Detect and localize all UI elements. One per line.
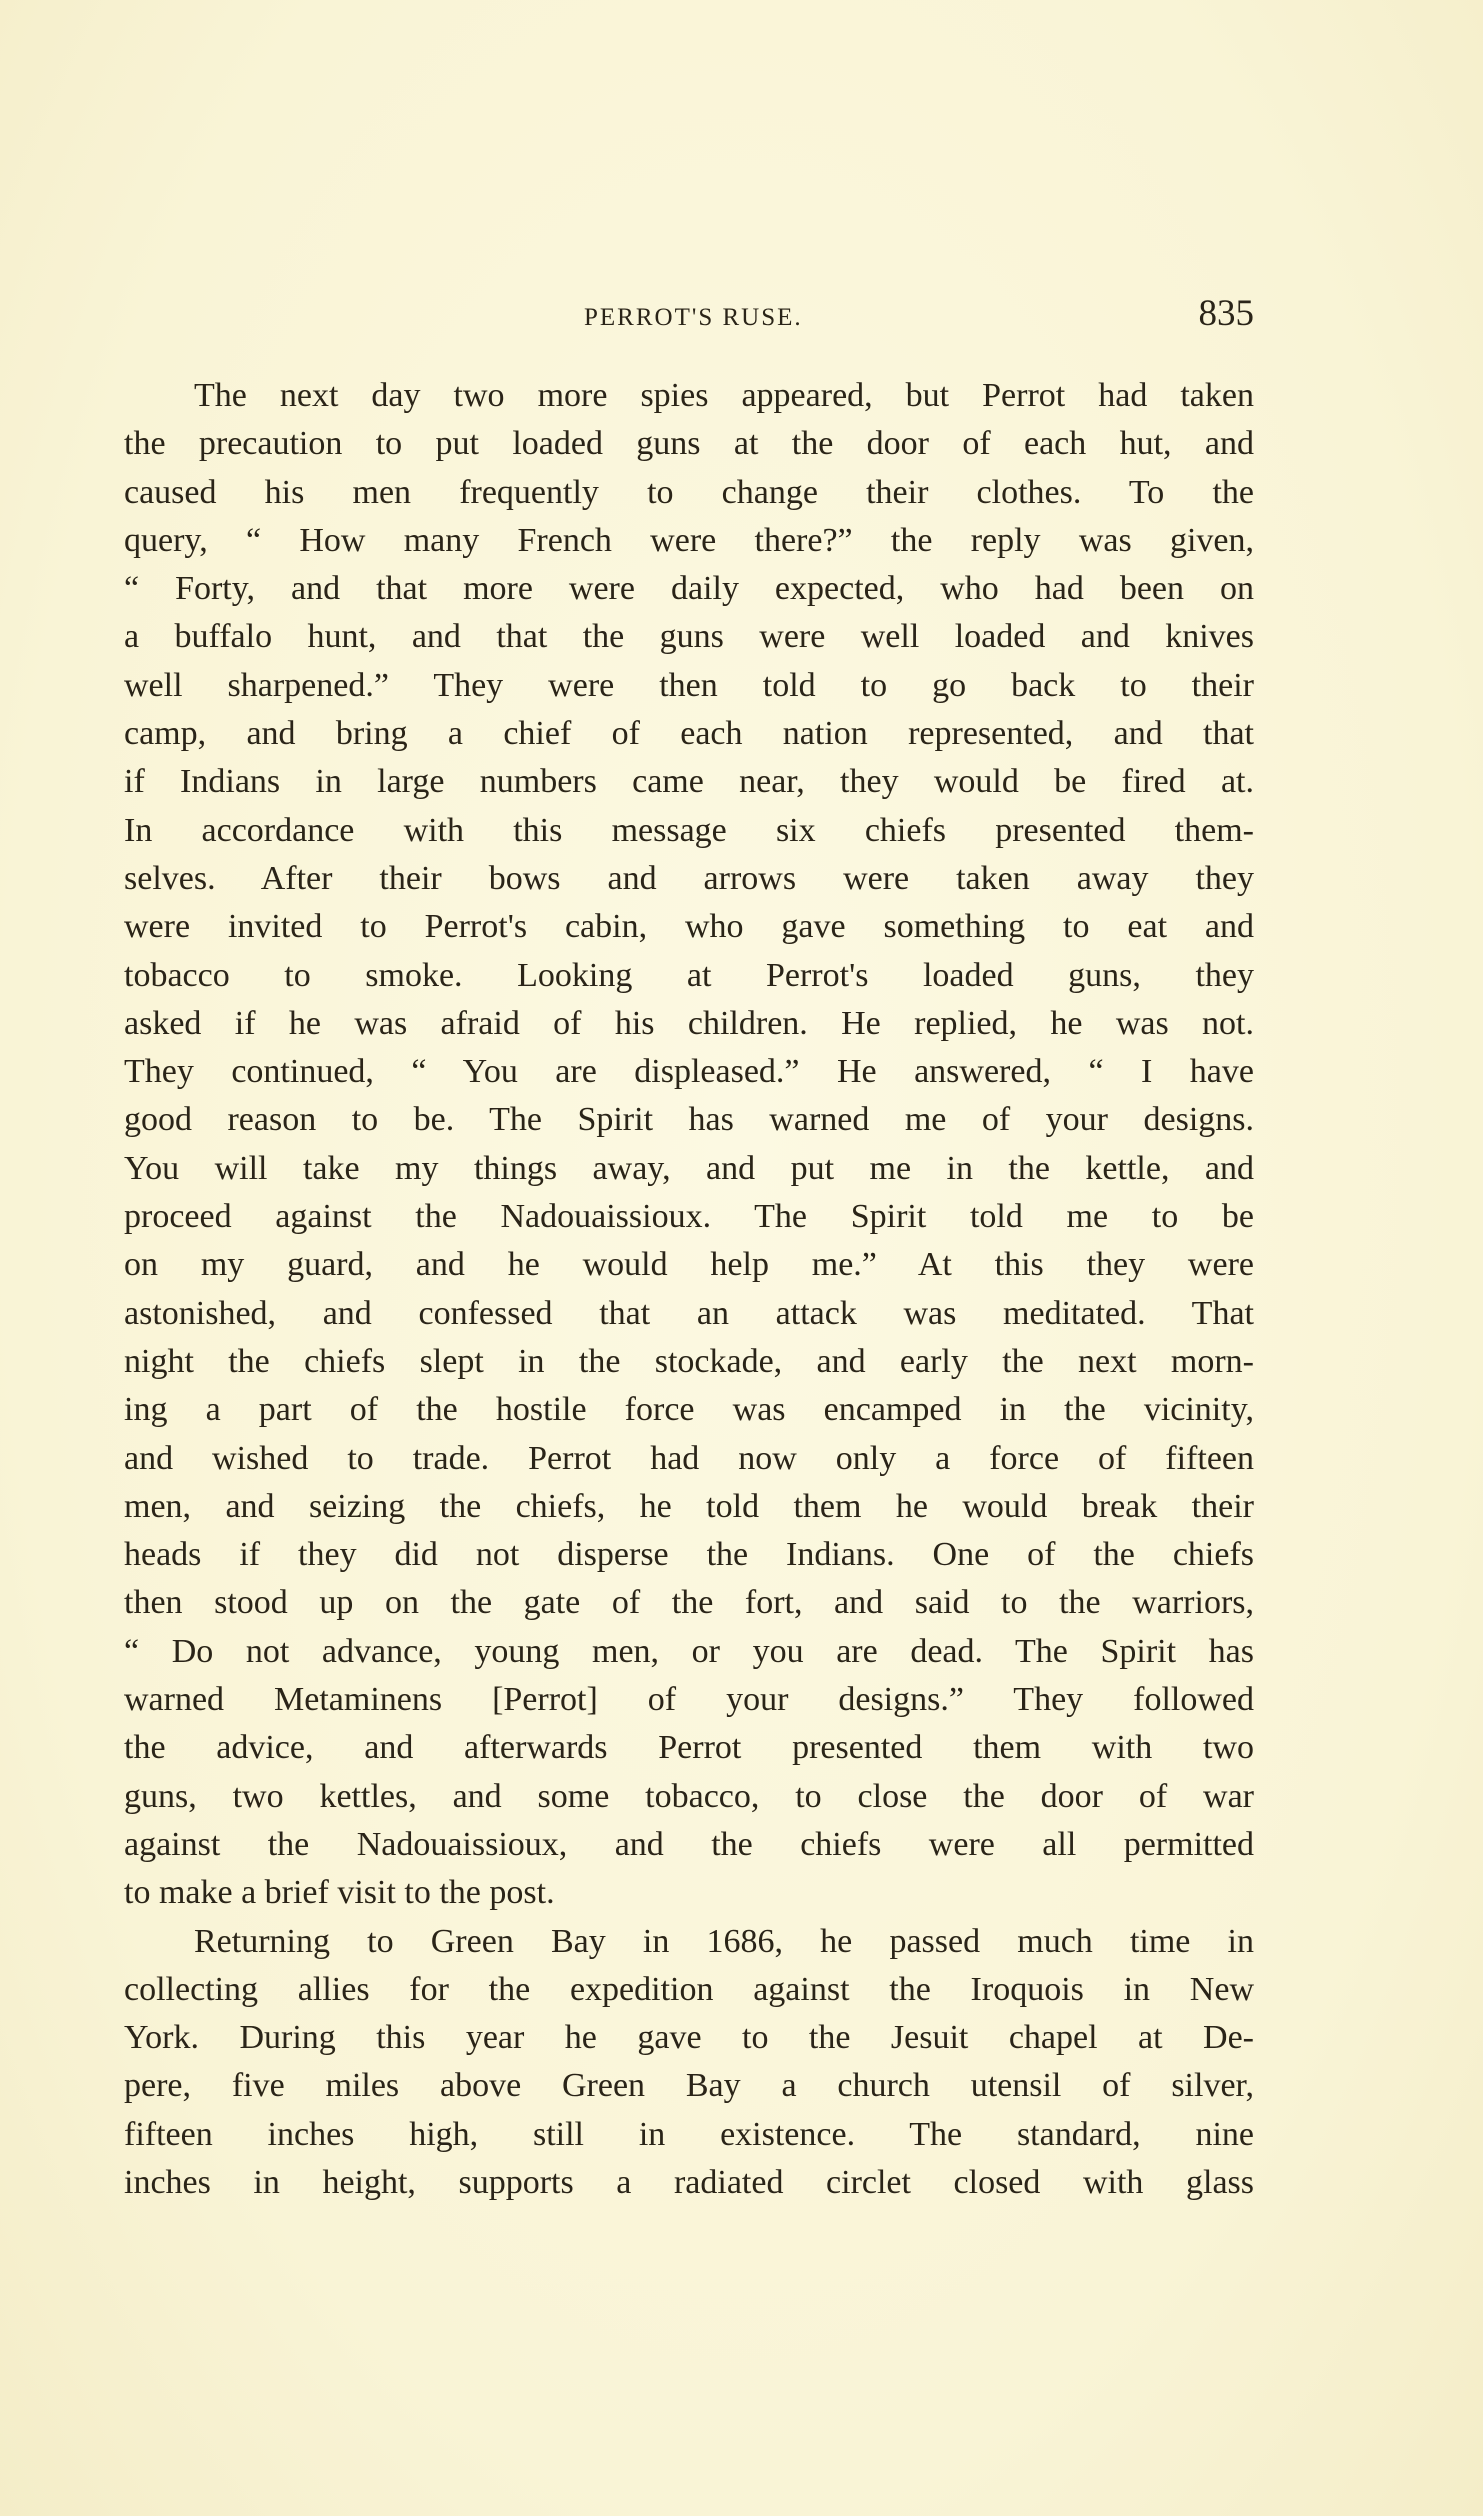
text-line: against the Nadouaissioux, and the chiefs were all permitted bbox=[124, 1825, 1254, 1863]
running-head-title: PERROT'S RUSE. bbox=[584, 304, 803, 331]
text-line: collecting allies for the expedition against the Iroquois in New bbox=[124, 1970, 1254, 2008]
text-line: asked if he was afraid of his children. He replied, he was not. bbox=[124, 1004, 1254, 1042]
running-head bbox=[124, 292, 1254, 340]
text-line: “ Forty, and that more were daily expected, who had been on bbox=[124, 570, 1254, 608]
text-line: guns, two kettles, and some tobacco, to close the door of war bbox=[124, 1777, 1254, 1815]
body-text bbox=[124, 372, 1254, 2207]
text-line: to make a brief visit to the post. bbox=[124, 1874, 555, 1912]
text-line: camp, and bring a chief of each nation represented, and that bbox=[124, 715, 1254, 753]
text-line: tobacco to smoke. Looking at Perrot's loaded guns, they bbox=[124, 956, 1254, 994]
text-line: pere, five miles above Green Bay a church utensil of silver, bbox=[124, 2067, 1254, 2105]
text-line: were invited to Perrot's cabin, who gave something to eat and bbox=[124, 908, 1254, 946]
text-line: then stood up on the gate of the fort, and said to the warriors, bbox=[124, 1584, 1254, 1622]
text-line: Returning to Green Bay in 1686, he passed much time in bbox=[194, 1922, 1254, 1960]
text-line: query, “ How many French were there?” the reply was given, bbox=[124, 521, 1254, 559]
text-line: astonished, and confessed that an attack was meditated. That bbox=[124, 1294, 1254, 1332]
text-line: if Indians in large numbers came near, they would be fired at. bbox=[124, 763, 1254, 801]
text-line: night the chiefs slept in the stockade, and early the next morn- bbox=[124, 1342, 1254, 1380]
text-line: a buffalo hunt, and that the guns were well loaded and knives bbox=[124, 618, 1254, 656]
text-line: fifteen inches high, still in existence. The standard, nine bbox=[124, 2115, 1254, 2153]
text-line: good reason to be. The Spirit has warned me of your designs. bbox=[124, 1101, 1254, 1139]
paragraph-green-bay bbox=[124, 1918, 1254, 2208]
paragraph-perrot-ruse bbox=[124, 372, 1254, 1918]
text-line: men, and seizing the chiefs, he told them he would break their bbox=[124, 1487, 1254, 1525]
text-line: warned Metaminens [Perrot] of your designs.” They followed bbox=[124, 1681, 1254, 1719]
text-line: selves. After their bows and arrows were taken away they bbox=[124, 859, 1254, 897]
text-line: heads if they did not disperse the Indians. One of the chiefs bbox=[124, 1536, 1254, 1574]
text-line: The next day two more spies appeared, but Perrot had taken bbox=[194, 377, 1254, 414]
text-line: the precaution to put loaded guns at the door of each hut, and bbox=[124, 425, 1254, 463]
text-line: ing a part of the hostile force was encamped in the vicinity, bbox=[124, 1391, 1254, 1429]
text-line: proceed against the Nadouaissioux. The Spirit told me to be bbox=[124, 1198, 1254, 1236]
page-number: 835 bbox=[1198, 293, 1254, 334]
text-line: You will take my things away, and put me in the kettle, and bbox=[124, 1149, 1254, 1187]
text-line: caused his men frequently to change their clothes. To the bbox=[124, 473, 1254, 511]
text-line: the advice, and afterwards Perrot presented them with two bbox=[124, 1729, 1254, 1767]
text-line: and wished to trade. Perrot had now only a force of fifteen bbox=[124, 1439, 1254, 1477]
text-line: “ Do not advance, young men, or you are dead. The Spirit has bbox=[124, 1632, 1254, 1670]
text-line: well sharpened.” They were then told to go back to their bbox=[124, 666, 1254, 704]
text-line: They continued, “ You are displeased.” He answered, “ I have bbox=[124, 1053, 1254, 1091]
text-line: on my guard, and he would help me.” At this they were bbox=[124, 1246, 1254, 1284]
text-line: inches in height, supports a radiated circlet closed with glass bbox=[124, 2163, 1254, 2201]
text-line: York. During this year he gave to the Jesuit chapel at De- bbox=[124, 2019, 1254, 2057]
text-line: In accordance with this message six chiefs presented them- bbox=[124, 811, 1254, 849]
